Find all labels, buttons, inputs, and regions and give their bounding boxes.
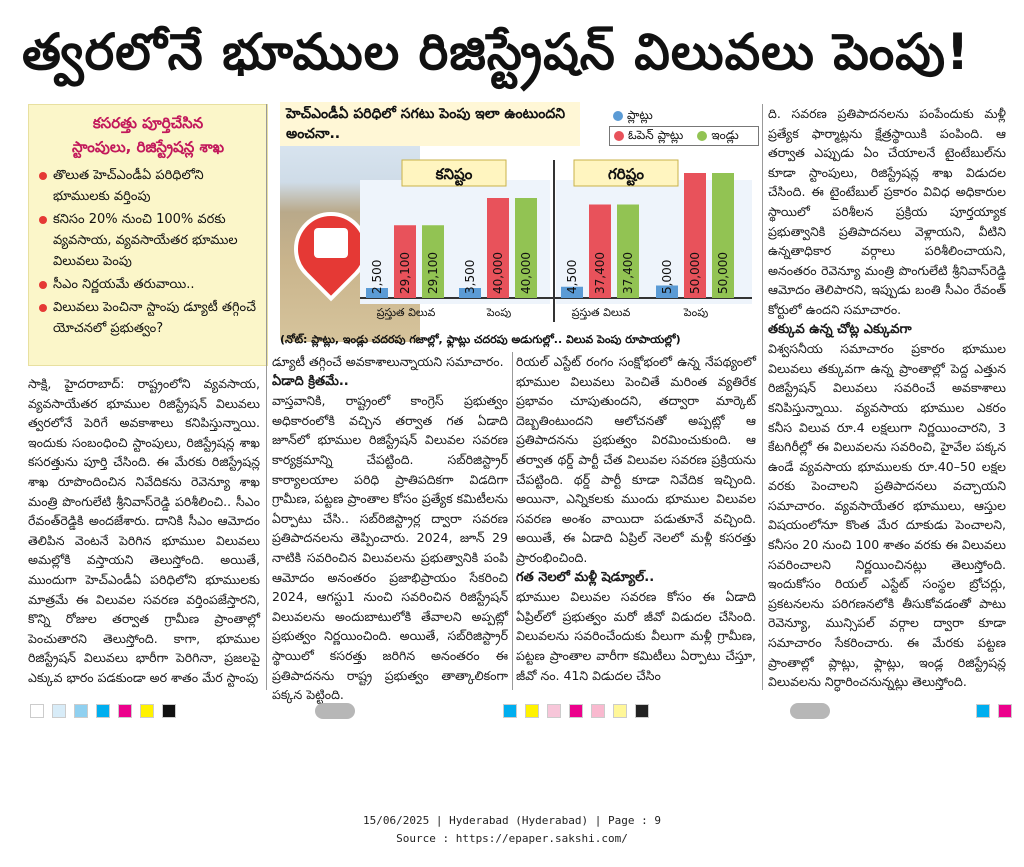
article-column-2: [272, 352, 508, 703]
bar-value-label: 29,100: [426, 252, 440, 294]
color-swatch: [74, 704, 88, 718]
bar-value-label: 5,000: [660, 259, 674, 294]
article-paragraph: భూముల విలువల సవరణ కోసం ఈ ఏడాది ఏప్రిల్‌లో ప్రభుత్వం మరో జీవో విడుదల చేసింది. విలువలను సవరించేందుకు వీలుగా మళ్లీ గ్రామీణ, పట్టణ ప్రాంతాల వారీగా కమిటీలు ఏర్పాటు చేస్తూ, జీవో నం. 41ని విడుదల చేసిం: [516, 589, 756, 683]
footer-source-line: Source : https://epaper.sakshi.com/: [396, 832, 628, 845]
chart-legend: [609, 106, 759, 146]
summary-bullet: సీఎం నిర్ణయమే తరువాయి..: [39, 274, 259, 295]
article-column-1: [28, 374, 260, 690]
article-subhead: గత నెలలో మళ్లీ షెడ్యూల్..: [516, 569, 655, 585]
column-divider: [266, 104, 267, 690]
bar-value-label: 4,500: [565, 259, 579, 294]
color-swatch: [613, 704, 627, 718]
headline: త్వరలోనే భూముల రిజిస్ట్రేషన్ విలువలు పెంపు!: [22, 23, 970, 81]
category-label: ప్రస్తుత విలువ: [376, 306, 436, 319]
article-paragraph: రియల్ ఎస్టేట్ రంగం సంక్షోభంలో ఉన్న నేపథ్యంలో భూముల విలువలు పెంచితే మరింత వ్యతిరేక ప్రభావం చూపుతుందని, తద్వారా మార్కెట్ దెబ్బతింటుందని ఆలోచనతో అప్పట్లో ఆ ప్రతిపాదనను ప్రభుత్వం విరమించుకుంది. ఆ తర్వాత థర్డ్ పార్టీ చేత విలువల సవరణ ప్రక్రియను చేపట్టింది. థర్డ్ పార్టీ కూడా నివేదిక ఇచ్చింది. అయినా, ఎన్నికలకు ముందు భూముల విలువల సవరణ అంశం వాయిదా పడుతూనే వచ్చింది. అయితే, ఈ ఏడాది ఏప్రిల్ నెలలో మళ్లీ కసరత్తు ప్రారంభించింది.: [516, 354, 756, 565]
summary-bullet: కనిసం 20% నుంచి 100% వరకు వ్యవసాయ, వ్యవసాయేతర భూముల విలువలు పెంపు: [39, 209, 259, 272]
color-swatch: [52, 704, 66, 718]
legend-swatch: [697, 131, 707, 141]
summary-box-title: [29, 105, 267, 159]
legend-label: ప్లాట్లు: [627, 107, 653, 122]
bar-value-label: 40,000: [491, 252, 505, 294]
footer-date-line: 15/06/2025 | Hyderabad (Hyderabad) | Page : 9: [362, 814, 661, 827]
article-paragraph: ది. సవరణ ప్రతిపాదనలను పంపేందుకు మళ్లీ ప్రత్యేక ఫార్మాట్లను క్షేత్రస్థాయికి పంపింది. ఆ తర్వాత ఎప్పుడు ఏం చేయాలనే టైంటేబుల్‌ను కూడా స్టాంపులు, రిజిస్ట్రేషన్ల శాఖ విడుదల చేసింది. ఈ టైంటేబుల్ ప్రకారం వివిధ అధికారుల స్థాయిలో పరిశీలన ప్రక్రియ పూర్తయ్యాక ప్రభుత్వానికి ప్రతిపాదనలు వెళ్లాయని, వీటిని ఉన్నతాధికార వర్గాలు పరిశీలించాయని, అనంతరం రెవెన్యూ మంత్రి పొంగులేటి శ్రీనివాస్‌రెడ్డి ఆమోదం తెలిపారని, ఇప్పుడు బంతి సీఎం రేవంత్ కోర్టులో ఉందని సమాచారం.: [768, 106, 1006, 317]
bar-value-label: 50,000: [716, 252, 730, 294]
color-swatch: [635, 704, 649, 718]
legend-swatch: [614, 131, 624, 141]
article-subhead: ఏడాది క్రితమే..: [272, 373, 349, 389]
article-paragraph: సాక్షి, హైదరాబాద్: రాష్ట్రంలోని వ్యవసాయ, వ్యవసాయేతర భూముల రిజిస్ట్రేషన్ విలువలు త్వరలోనే పెరిగే అవకాశాలు కనిపిస్తున్నాయి. ఇందుకు సంబంధించి స్టాంపులు, రిజిస్ట్రేషన్ల శాఖ కసరత్తును పూర్తి చేసింది. ఈ మేరకు రిజిస్ట్రేషన్ల శాఖ రూపొందించిన నివేదికను రెవెన్యూ శాఖ మంత్రి పొంగులేటి శ్రీనివాస్‌రెడ్డి పరిశీలించి.. సీఎం రేవంత్‌రెడ్డికి అందజేశారు. దానికి సీఎం ఆమోదం తెలిపిన వెంటనే పెరిగిన భూముల విలువలు అమల్లోకి వస్తాయని తెలుస్తోంది. అయితే, ముందుగా హెచ్ఎండీఏ పరిధిలోని భూములకు మాత్రమే ఈ విలువల సవరణ వర్తింపజేస్తారని, కొన్ని రోజుల తర్వాత గ్రామీణ ప్రాంతాల్లో పెంచుతారని తెలుస్తోంది. కాగా, భూముల రిజిస్ట్రేషన్ విలువలు భారీగా పెరిగినా, ప్రజలపై ఎక్కువ భారం పడకుండా అర శాతం మేర స్టాంపు: [28, 376, 260, 685]
summary-box: [28, 104, 268, 366]
registration-pill: [790, 703, 830, 719]
category-label: పెంపు: [486, 306, 512, 319]
bar-value-label: 40,000: [519, 252, 533, 294]
summary-title-line1: కసరత్తు పూర్తిచేసిన: [92, 114, 204, 132]
color-swatch: [591, 704, 605, 718]
article-column-3: [516, 352, 756, 690]
bar-value-label: 37,400: [593, 252, 607, 294]
color-swatch: [998, 704, 1012, 718]
bar-value-label: 37,400: [621, 252, 635, 294]
summary-title-line2: స్టాంపులు, రిజిస్ట్రేషన్ల శాఖ: [71, 138, 225, 156]
group-header-label: కనిష్టం: [435, 165, 473, 183]
category-label: ప్రస్తుత విలువ: [571, 306, 631, 319]
bar-value-label: 3,500: [463, 259, 477, 294]
color-swatch: [140, 704, 154, 718]
registration-pill: [315, 703, 355, 719]
summary-bullet-list: [29, 159, 267, 339]
legend-item: [609, 126, 759, 146]
group-header-label: గరిష్టం: [608, 165, 644, 183]
infographic: [274, 102, 758, 350]
article-paragraph: డ్యూటీ తగ్గించే అవకాశాలున్నాయని సమాచారం.: [272, 354, 504, 369]
chart-note: (నోట్: ప్లాట్లు, ఇండ్లు చదరపు గజాల్లో, ఫ్లాట్లు చదరపు అడుగుల్లో.. విలువ పెంపు రూపాయల్లో): [280, 333, 681, 346]
legend-label: ఓపెన్ ప్లాట్లు: [628, 127, 684, 142]
color-swatch: [525, 704, 539, 718]
summary-bullet: తొలుత హెచ్ఎండీఏ పరిధిలోని భూములకు వర్తింపు: [39, 165, 259, 207]
summary-bullet: విలువలు పెంచినా స్టాంపు డ్యూటీ తగ్గించే యోచనలో ప్రభుత్వం?: [39, 297, 259, 339]
article-column-4: [768, 104, 1006, 690]
legend-label: ఇండ్లు: [711, 127, 739, 142]
bar-value-label: 50,000: [688, 252, 702, 294]
bar-value-label: 2,500: [370, 259, 384, 294]
bar-value-label: 29,100: [398, 252, 412, 294]
article-paragraph: వాస్తవానికి, రాష్ట్రంలో కాంగ్రెస్ ప్రభుత్వం అధికారంలోకి వచ్చిన తర్వాత గత ఏడాది జూన్‌లో భూముల రిజిస్ట్రేషన్ విలువల సవరణ కార్యక్రమాన్ని చేపట్టింది. సబ్‌రిజిస్ట్రార్ కార్యాలయాల పరిధి ప్రాతిపదికగా విడదిగా గ్రామీణ, పట్టణ ప్రాంతాల కోసం ప్రత్యేక కమిటీలను ఏర్పాటు చేసి.. సబ్‌రిజిస్ట్రార్ల ద్వారా సవరణ ప్రతిపాదనలను తెప్పించారు. 2024, జూన్ 29 నాటికి సవరించిన విలువలను ప్రభుత్వానికి పంపి ఆమోదం అనంతరం ప్రజాభిప్రాయం సేకరించి 2024, ఆగస్టు1 నుంచి సవరించిన రిజిస్ట్రేషన్ విలువలను అందుబాటులోకి తేవాలని అప్పట్లో ప్రభుత్వం నిర్ణయించింది. అయితే, సబ్‌రిజిస్ట్రార్ స్థాయిలో కసరత్తు జరిగిన అనంతరం ఈ ప్రతిపాదనను రాష్ట్ర ప్రభుత్వం తాత్కాలికంగా పక్కన పెట్టింది.: [272, 393, 508, 703]
column-divider: [512, 352, 513, 690]
legend-swatch: [613, 111, 623, 121]
color-swatch: [503, 704, 517, 718]
color-swatch: [569, 704, 583, 718]
color-swatch: [976, 704, 990, 718]
legend-item: [609, 106, 759, 126]
category-label: పెంపు: [683, 306, 709, 319]
color-swatch: [162, 704, 176, 718]
column-divider: [762, 104, 763, 690]
article-paragraph: విశ్వసనీయ సమాచారం ప్రకారం భూముల విలువలు తక్కువగా ఉన్న ప్రాంతాల్లో పెద్ద ఎత్తున రిజిస్ట్రేషన్ విలువలు సవరించే అవకాశాలు కనిపిస్తున్నాయి. వ్యవసాయ భూముల ఎకరం కనీస విలువ రూ.4 లక్షలుగా నిర్ణయించారని, 3 కేటగిరీల్లో ఈ విలువలను సవరించి, హైవేల పక్కన ఉండే వ్యవసాయ భూములకు రూ.40–50 లక్షల వరకు పెంచాలని ప్రతిపాదనలు వచ్చాయని సమాచారం. వ్యవసాయేతర భూములు, ఆస్తుల విషయంలోనూ కొంత మేర దూకుడు పెంచాలని, కనీసం 20 నుంచి 100 శాతం వరకు ఈ విలువలు సవరించాలని నిర్ణయించినట్లు తెలుస్తోంది. ఇందుకోసం రియల్ ఎస్టేట్ సంస్థల బ్రోచర్లు, ప్రకటనలను పరిగణనలోకి తీసుకోవడంతో పాటు రెవెన్యూ, మున్సిపల్ వర్గాల ద్వారా కూడా సమాచారం సేకరించారు. ఈ మేరకు పట్టణ ప్రాంతాల్లో ప్లాట్లు, ఫ్లాట్లు, ఇండ్ల రిజిస్ట్రేషన్ల విలువలను నిర్ధారించనున్నట్లు తెలుస్తోంది.: [768, 341, 1006, 690]
chart-title: హెచ్ఎండీఏ పరిధిలో సగటు పెంపు ఇలా ఉంటుందని అంచనా..: [280, 102, 580, 146]
color-swatch: [96, 704, 110, 718]
article-subhead: తక్కువ ఉన్న చోట్ల ఎక్కువగా: [768, 321, 912, 337]
color-swatch: [30, 704, 44, 718]
color-swatch: [118, 704, 132, 718]
color-swatch: [547, 704, 561, 718]
